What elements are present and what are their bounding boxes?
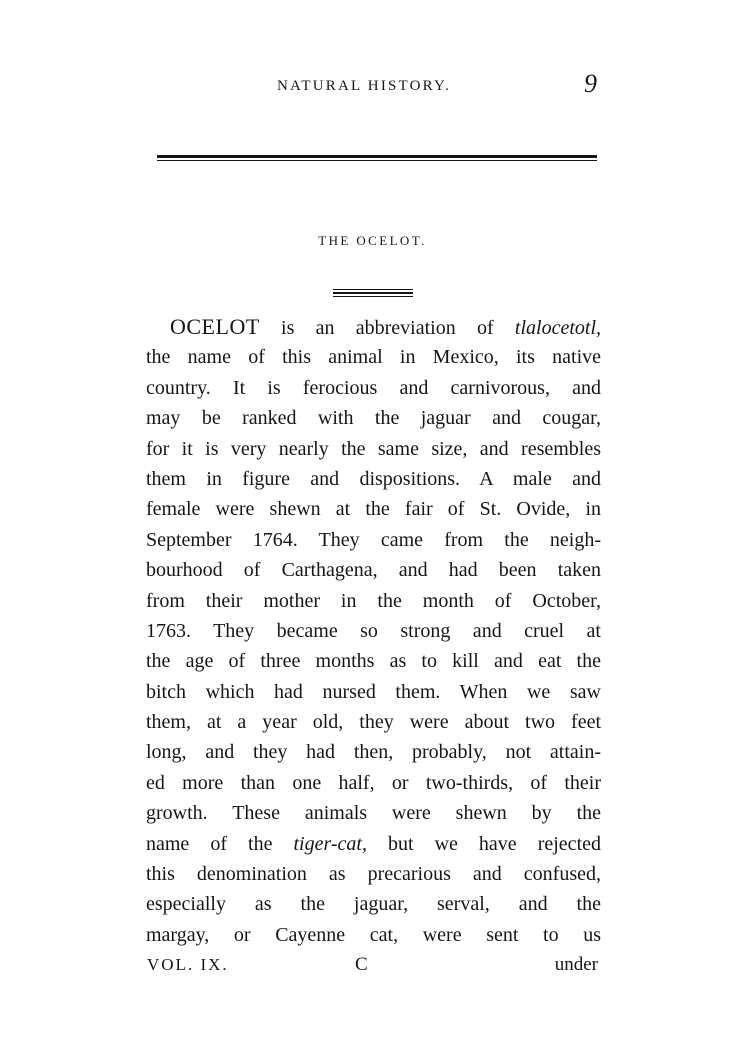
- signature-mark: C: [355, 954, 368, 975]
- ornament-line-bottom: [333, 296, 413, 297]
- body-line: margay, or Cayenne cat, were sent to us: [146, 923, 601, 946]
- body-line: [146, 312, 601, 342]
- body-line: [146, 829, 601, 859]
- body-line: growth. These animals were shewn by the: [146, 802, 601, 825]
- volume-label: VOL. IX.: [147, 955, 229, 974]
- body-line: country. It is ferocious and carnivorous, and: [146, 376, 601, 399]
- header-rule-thin: [157, 160, 597, 161]
- body-line: bitch which had nursed them. When we saw: [146, 680, 601, 703]
- running-header: [150, 69, 600, 98]
- running-title: NATURAL HISTORY.: [277, 78, 452, 94]
- body-line: the age of three months as to kill and eat the: [146, 650, 601, 673]
- italic-term: tiger-cat,: [293, 832, 367, 855]
- body-line-text: is an abbreviation of: [259, 317, 515, 339]
- body-line: them in figure and dispositions. A male and: [146, 467, 601, 490]
- body-line: the name of this animal in Mexico, its native: [146, 346, 601, 369]
- section-title: THE OCELOT.: [318, 233, 427, 248]
- body-line-text: name of the: [146, 832, 294, 855]
- body-line: them, at a year old, they were about two feet: [146, 711, 601, 734]
- body-line: bourhood of Carthagena, and had been taken: [146, 559, 601, 582]
- italic-term: tlalocetotl,: [514, 317, 601, 339]
- catchword: under: [554, 954, 598, 975]
- body-line: 1763. They became so strong and cruel at: [146, 619, 601, 642]
- body-line-text: but we have rejected: [366, 832, 601, 855]
- opening-word: OCELOT: [170, 314, 260, 339]
- ornament-line-top: [333, 289, 413, 290]
- body-line: long, and they had then, probably, not attain-: [146, 741, 601, 764]
- body-line: September 1764. They came from the neigh-: [146, 528, 601, 551]
- body-line: for it is very nearly the same size, and resembles: [146, 437, 601, 460]
- page-number: 9: [584, 69, 597, 98]
- page-footer: [147, 952, 600, 978]
- body-line: especially as the jaguar, serval, and the: [146, 893, 601, 916]
- body-line: female were shewn at the fair of St. Ovide, in: [146, 498, 601, 521]
- ornament-line-middle: [333, 292, 413, 294]
- title-ornament-rule: [333, 289, 413, 297]
- body-line: may be ranked with the jaguar and cougar,: [146, 407, 601, 430]
- header-rule-thick: [157, 155, 597, 158]
- body-text: [146, 312, 601, 950]
- body-line: this denomination as precarious and confused,: [146, 863, 601, 886]
- body-line: ed more than one half, or two-thirds, of their: [146, 771, 601, 794]
- body-line: from their mother in the month of October,: [146, 589, 601, 612]
- header-rule: [157, 155, 597, 161]
